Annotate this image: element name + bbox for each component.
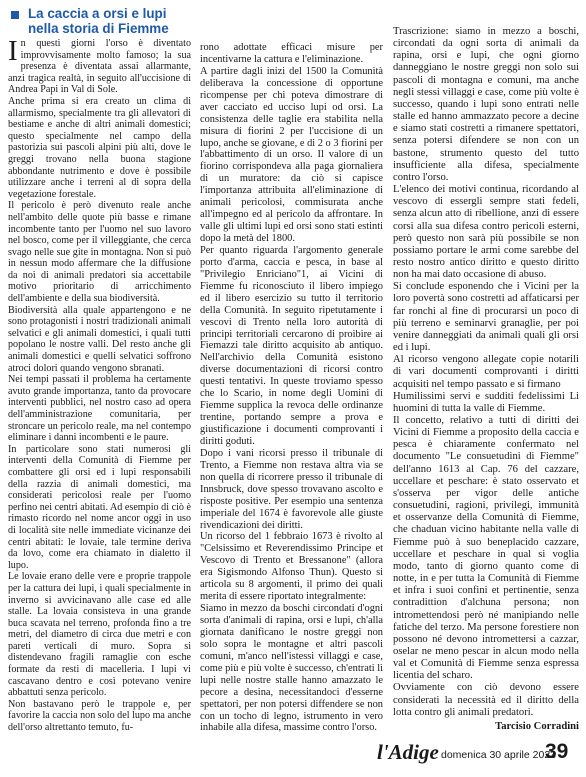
paragraph: Dopo i vani ricorsi presso il tribunale di Trento, a Fiemme non restava altra via se non quella di ricorrere presso il tribunale di Innsbruck, dove spesso trovavano ascolto e risposte positive. Per esempio una sentenza imperiale del 1674 è favorevole alle giuste rivendicazioni dei diritti. [200, 447, 383, 531]
paragraph: Trascrizione: siamo in mezzo a boschi, circondati da ogni sorta di animali da rapina, orsi e lupi, che ogni giorno danneggiano le nostre greggi non solo sui pascoli di montagna e comuni, ma anche negli stessi villaggi e case, come più volte è successo, quando i lupi sono entrati nelle stalle ed hanno ammazzato pecore a decine e siamo stati costretti a rimanere spettatori, senza potersi difendere se non con un bastone, strumento questo del tutto insufficiente alla difesa, specialmente contro l'orso. [393, 26, 579, 183]
article-header [8, 6, 338, 36]
page-number: 39 [545, 740, 569, 763]
paragraph: Per quanto riguarda l'argomento generale porto d'arma, caccia e pesca, in base al "Privilegio Enriciano"1, ai Vicini di Fiemme fu riconosciuto il libero impiego ed il libero esercizio su tutto il territorio della Comunità. In seguito ripetutamente i vescovi di Trento nella loro autorità di principi territoriali cercarono di proibire ai Fiemazzi tale diritto acquisito ab antiquo. Nell'archivio della Comunità esistono diverse documentazioni di ricorsi contro questi tentativi. In queste troviamo spesso che lo Scario, in nome degli Uomini di Fiemme supplica la revoca delle ordinanze trentine, portando sempre a prova e giustificazione i documenti comprovanti i diritti goduti. [200, 244, 383, 447]
paragraph: Un ricorso del 1 febbraio 1673 è rivolto al "Celsissimo et Reverendissimo Principe et Vescovo di Trento et Bressanone" (allora era Sigismondo Alfonso Thun). Questo si articola su 8 argomenti, il primo dei quali merita di essere riportato integralmente: [200, 531, 383, 603]
paragraph: Non bastavano però le trappole e, per favorire la caccia non solo del lupo ma anche dell'orso altrettanto temuto, fu- [8, 698, 191, 734]
paragraph: Nei tempi passati il problema ha certamente avuto grande importanza, tanto da provocare interventi pubblici, nel nostro caso ad opera dell'amministrazione comunitaria, per stroncare un pericolo reale, ma nel contempo eliminare i danni incombenti e le paure. [8, 374, 191, 444]
paragraph: Biodiversità alla quale appartengono e ne sono protagonisti i nostri tradizionali animali selvatici e gli animali domestici, i quali tutti popolano le nostre valli. Del resto anche gli animali domestici e quelli selvatici soffrono atroci dolori quando vengono sbranati. [8, 304, 191, 374]
paragraph: L'elenco dei motivi continua, ricordando al vescovo di essergli sempre stati fedeli, senza alcun atto di ribellione, anzi di essere corsi alla sua difesa contro pericoli esterni, però questo non sarà più possibile se non possiamo portare le armi come sarebbe del resto nostro antico diritto e questo diritto non ha mai dato occasione di abuso. [393, 184, 579, 281]
article-title [28, 6, 169, 36]
article-column-2 [200, 42, 383, 734]
paragraph: Le lovaie erano delle vere e proprie trappole per la cattura dei lupi, i quali specialmente in inverno si avvicinavano alle case ed alle stalle. La lovaia consisteva in una grande buca scavata nel terreno, profonda fino a tre metri, del diametro di circa due metri e con pareti verticali di muro. Sopra si distendevano fragili ramaglie con esche formate da resti di macelleria. I lupi vi cascavano dentro e così potevano venire abbattuti senza pericolo. [8, 571, 191, 699]
newspaper-logo: l'Adige [377, 740, 439, 764]
paragraph: Humilissimi servi e sudditi fedelissimi Li huomini di tutta la valle di Fiemme. [393, 390, 579, 414]
quoted-document: Siamo in mezzo da boschi circondati d'ogni sorta d'animali di rapina, orsi e lupi, ch'alla giornata danificano le nostre greggi non solo sopra le montagne et altri pascoli comuni, m'anco nell'istessi villaggi e case, come più e più volte è successo, ch'entrati lì lupi nelle nostre stalle hanno amazzato le pecore a desina, necessitandoci d'esserne spettatori, per non potersi diffendere se non con un tocho di legno, istrumento in vero inhabile alla difesa, massime contro l'orso. [200, 603, 383, 734]
author-signature: Tarcisio Corradini [495, 720, 579, 732]
paragraph: In particolare sono stati numerosi gli interventi della Comunità di Fiemme per combattere gli orsi ed i lupi responsabili della razzia di animali domestici, ma considerati pericolosi reale per l'uomo perfino nei centri abitati. Ad esempio di ciò è rimasto ricordo nel nome ancor oggi in uso di località site nelle immediate vicinanze dei centri abitati: le lovaie, tale termine deriva da lovo, come era chiamato in dialetto il lupo. [8, 443, 191, 571]
drop-cap: I [8, 35, 18, 67]
paragraph: In questi giorni l'orso è diventato improvvisamente molto famoso; la sua presenza è diventata assai allarmante, anzi tragica realtà, in seguito all'uccisione di Andrea Papi in Val di Sole. [8, 35, 191, 96]
article-column-1 [8, 35, 191, 734]
paragraph: A partire dagli inizi del 1500 la Comunità deliberava la concessione di opportune ricompense per chi poteva dimostrare di aver cacciato ed ucciso lupi od orsi. La consistenza delle taglie era stabilita nella misura di fiorini 2 per l'uccisione di un lupo, anche se giovane, e di 2 o 3 fiorini per l'abbattimento di un orso. Il valore di un fiorino corrispondeva alla paga giornaliera di un muratore: da ciò si capisce l'importanza attribuita all'eliminazione di animali pericolosi, commisurata anche all'impegno ed al pericolo da affrontare. In valle gli ultimi lupi ed orsi sono stati estinti dopo la metà del 1800. [200, 65, 383, 244]
paragraph: Il concetto, relativo a tutti di diritti dei Vicini di Fiemme a proposito della caccia e pesca è chiaramente confermato nel documento "Le consuetudini di Fiemme" dell'anno 1613 al Cap. 76 del cazzare, uccellare et peschare: è stato osservato et s'osserva per vigor delle antiche consuetudini, ragioni, privilegi, immunità et osservanze della Comunità di Fiemme, che chaduan vicino habitante nella valle di Fiemme può à suo beneplacido cazzare, uccellare et peschare in qual si voglia modo, tanto di giorno quanto come di notte, in e per tutta la Comunità di Fiemme et infra i suoi confini et pertinentie, senza contradittion d'alchuna persona; non intromettendosi però né manipiando nelle fatiche del terzo. Ma persone forestiere non possono né devono intromettersi a cazzar, oselar ne meno pescar in alcun modo nella val et Comunità di Fiemme senza espressa licentia del scharo. [393, 415, 579, 682]
paragraph: Il pericolo è però divenuto reale anche nell'ambito delle quote più basse e rimane incombente tanto per l'uomo nel suo lavoro nel bosco, come per il villeggiante, che cerca svago nelle sue gite in montagna. Non si può in nessun modo affermare che la diffusione da noi di animali predatori sia accettabile motivo prioritario di arricchimento dell'ambiente e della sua biodiversità. [8, 200, 191, 305]
title-square-icon [11, 11, 19, 19]
title-line-1: La caccia a orsi e lupi [28, 6, 167, 21]
issue-date: domenica 30 aprile 2023 [441, 749, 556, 761]
paragraph: Anche prima si era creato un clima di allarmismo, specialmente tra gli allevatori di bestiame e anche di altri animali domestici; questo specialmente nel campo della pastorizia sui pascoli alpini più alti, dove le greggi trovano nella buona stagione abbondante nutrimento e dove è possibile utilizzare anche i terreni al di sopra della vegetazione forestale. [8, 95, 191, 200]
paragraph: Ovviamente con ciò devono essere considerati la necessità ed il diritto della lotta contro gli animali predatori. [393, 682, 579, 718]
paragraph: Al ricorso vengono allegate copie notarili di vari documenti comprovanti i diritti acquisiti nel tempo passato e si firmano [393, 354, 579, 390]
article-column-3 [393, 26, 579, 733]
paragraph: rono adottate efficaci misure per incentivarne la cattura e l'eliminazione. [200, 42, 383, 65]
page-footer [0, 738, 586, 777]
title-line-2: nella storia di Fiemme [28, 21, 169, 36]
paragraph: Si conclude esponendo che i Vicini per la loro povertà sono costretti ad affaticarsi per far ronchi al fine di procurarsi un poco di più terreno e seminarvi granaglie, per poi venire danneggiati da animali quali gli orsi ed i lupi. [393, 281, 579, 354]
